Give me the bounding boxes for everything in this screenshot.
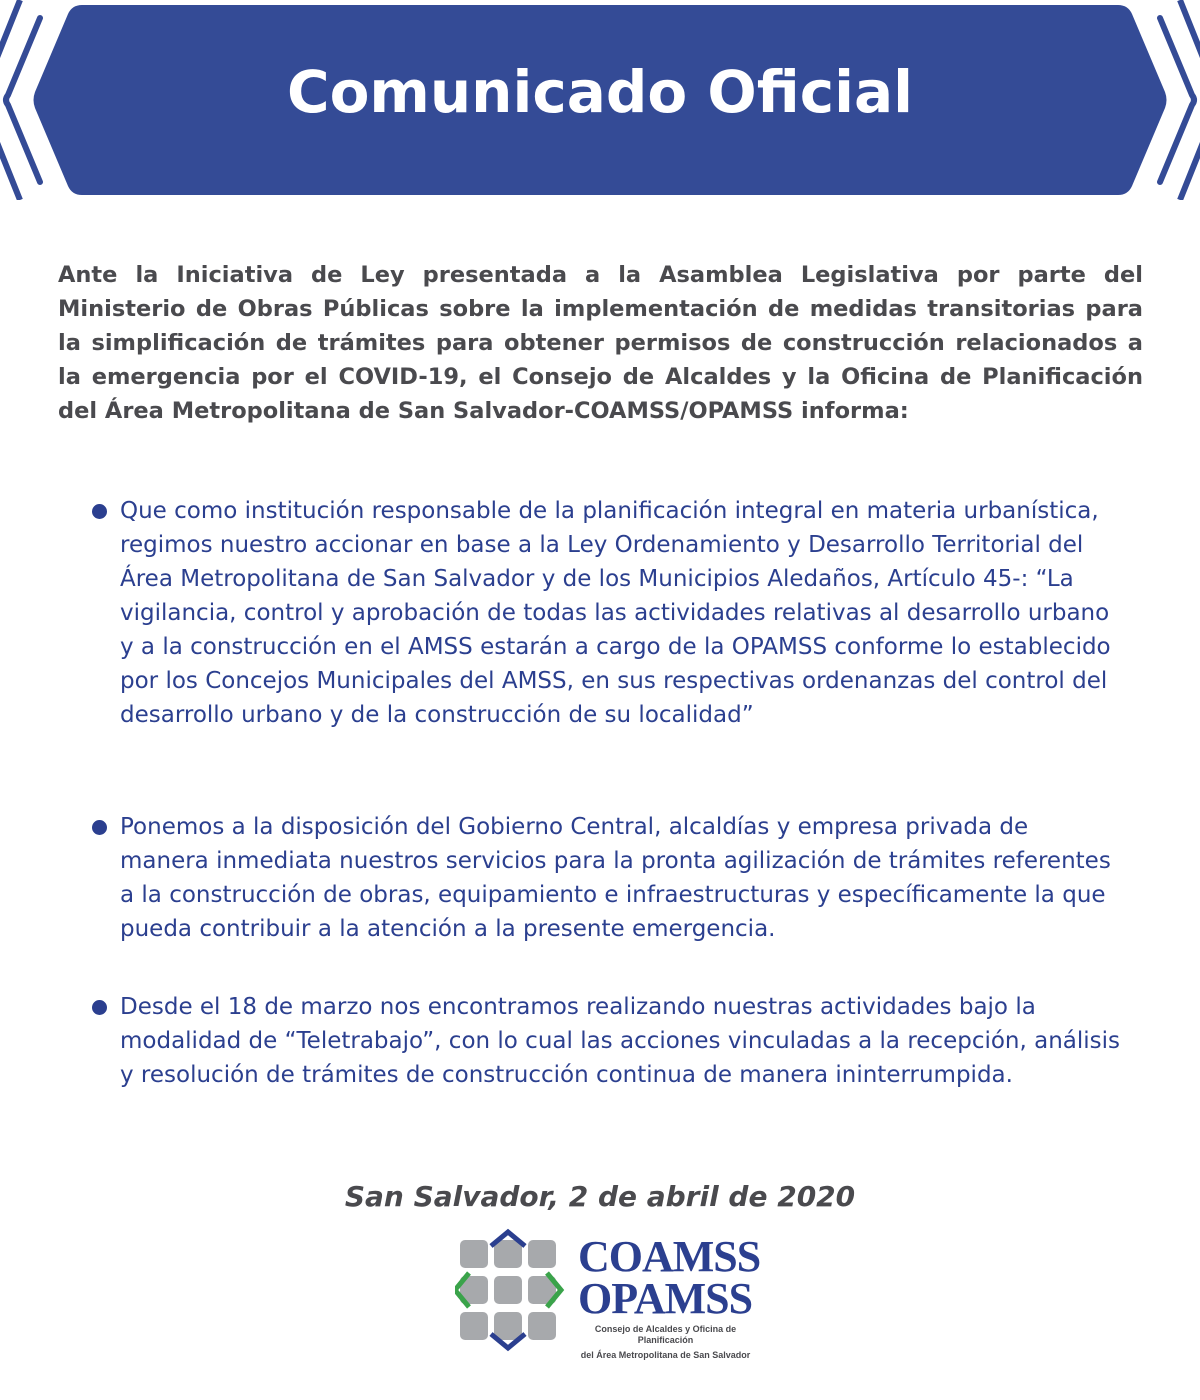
- bullet-icon: [92, 504, 107, 519]
- page-title: Comunicado Oficial: [287, 58, 913, 126]
- logo-word-coamss: COAMSS: [578, 1232, 761, 1281]
- list-item-text: Desde el 18 de marzo nos encontramos realizando nuestras actividades bajo la modalidad de “Teletrabajo”, con lo cual las acciones vinculadas a la recepción, análisis y resolución de trámites de construcción continua de manera ininterrumpida.: [120, 994, 1121, 1088]
- list-item-text: Ponemos a la disposición del Gobierno Central, alcaldías y empresa privada de manera inmediata nuestros servicios para la pronta agilización de trámites referentes a la construcción de obras, equipamiento e infraestructuras y específicamente la que pueda contribuir a la atención a la presente emergencia.: [120, 814, 1111, 942]
- logo-subtitle-1: Consejo de Alcaldes y Oficina de Planificación: [594, 1324, 737, 1345]
- intro-paragraph: Ante la Iniciativa de Ley presentada a la Asamblea Legislativa por parte del Ministerio de Obras Públicas sobre la implementación de medidas transitorias para la simplificación de trámites para obtener permisos de construcción relacionados a la emergencia por el COVID-19, el Consejo de Alcaldes y la Oficina de Planificación del Área Metropolitana de San Salvador-COAMSS/OPAMSS informa:: [58, 262, 1143, 424]
- list-item: [92, 990, 1122, 1092]
- logo-word-opamss: OPAMSS: [578, 1274, 753, 1323]
- logo-subtitle-2: del Área Metropolitana de San Salvador: [580, 1350, 751, 1360]
- dateline: San Salvador, 2 de abril de 2020: [344, 1180, 856, 1213]
- list-item-text: Que como institución responsable de la planificación integral en materia urbanística, regimos nuestro accionar en base a la Ley Ordenamiento y Desarrollo Territorial del Área Metropolitana de San Salvador y de los Municipios Aledaños, Artículo 45-: “La vigilancia, control y aprobación de todas las actividades relativas al desarrollo urbano y a la construcción en el AMSS estarán a cargo de la OPAMSS conforme lo establecido por los Concejos Municipales del AMSS, en sus respectivas ordenanzas del control del desarrollo urbano y de la construcción de su localidad”: [120, 498, 1111, 728]
- logo-mark-icon: [455, 1228, 565, 1378]
- bullet-icon: [92, 1000, 107, 1015]
- bullet-icon: [92, 820, 107, 835]
- logo-text: [578, 1232, 768, 1361]
- header-banner: [0, 0, 1200, 200]
- list-item: [92, 810, 1122, 946]
- list-item: [92, 494, 1122, 732]
